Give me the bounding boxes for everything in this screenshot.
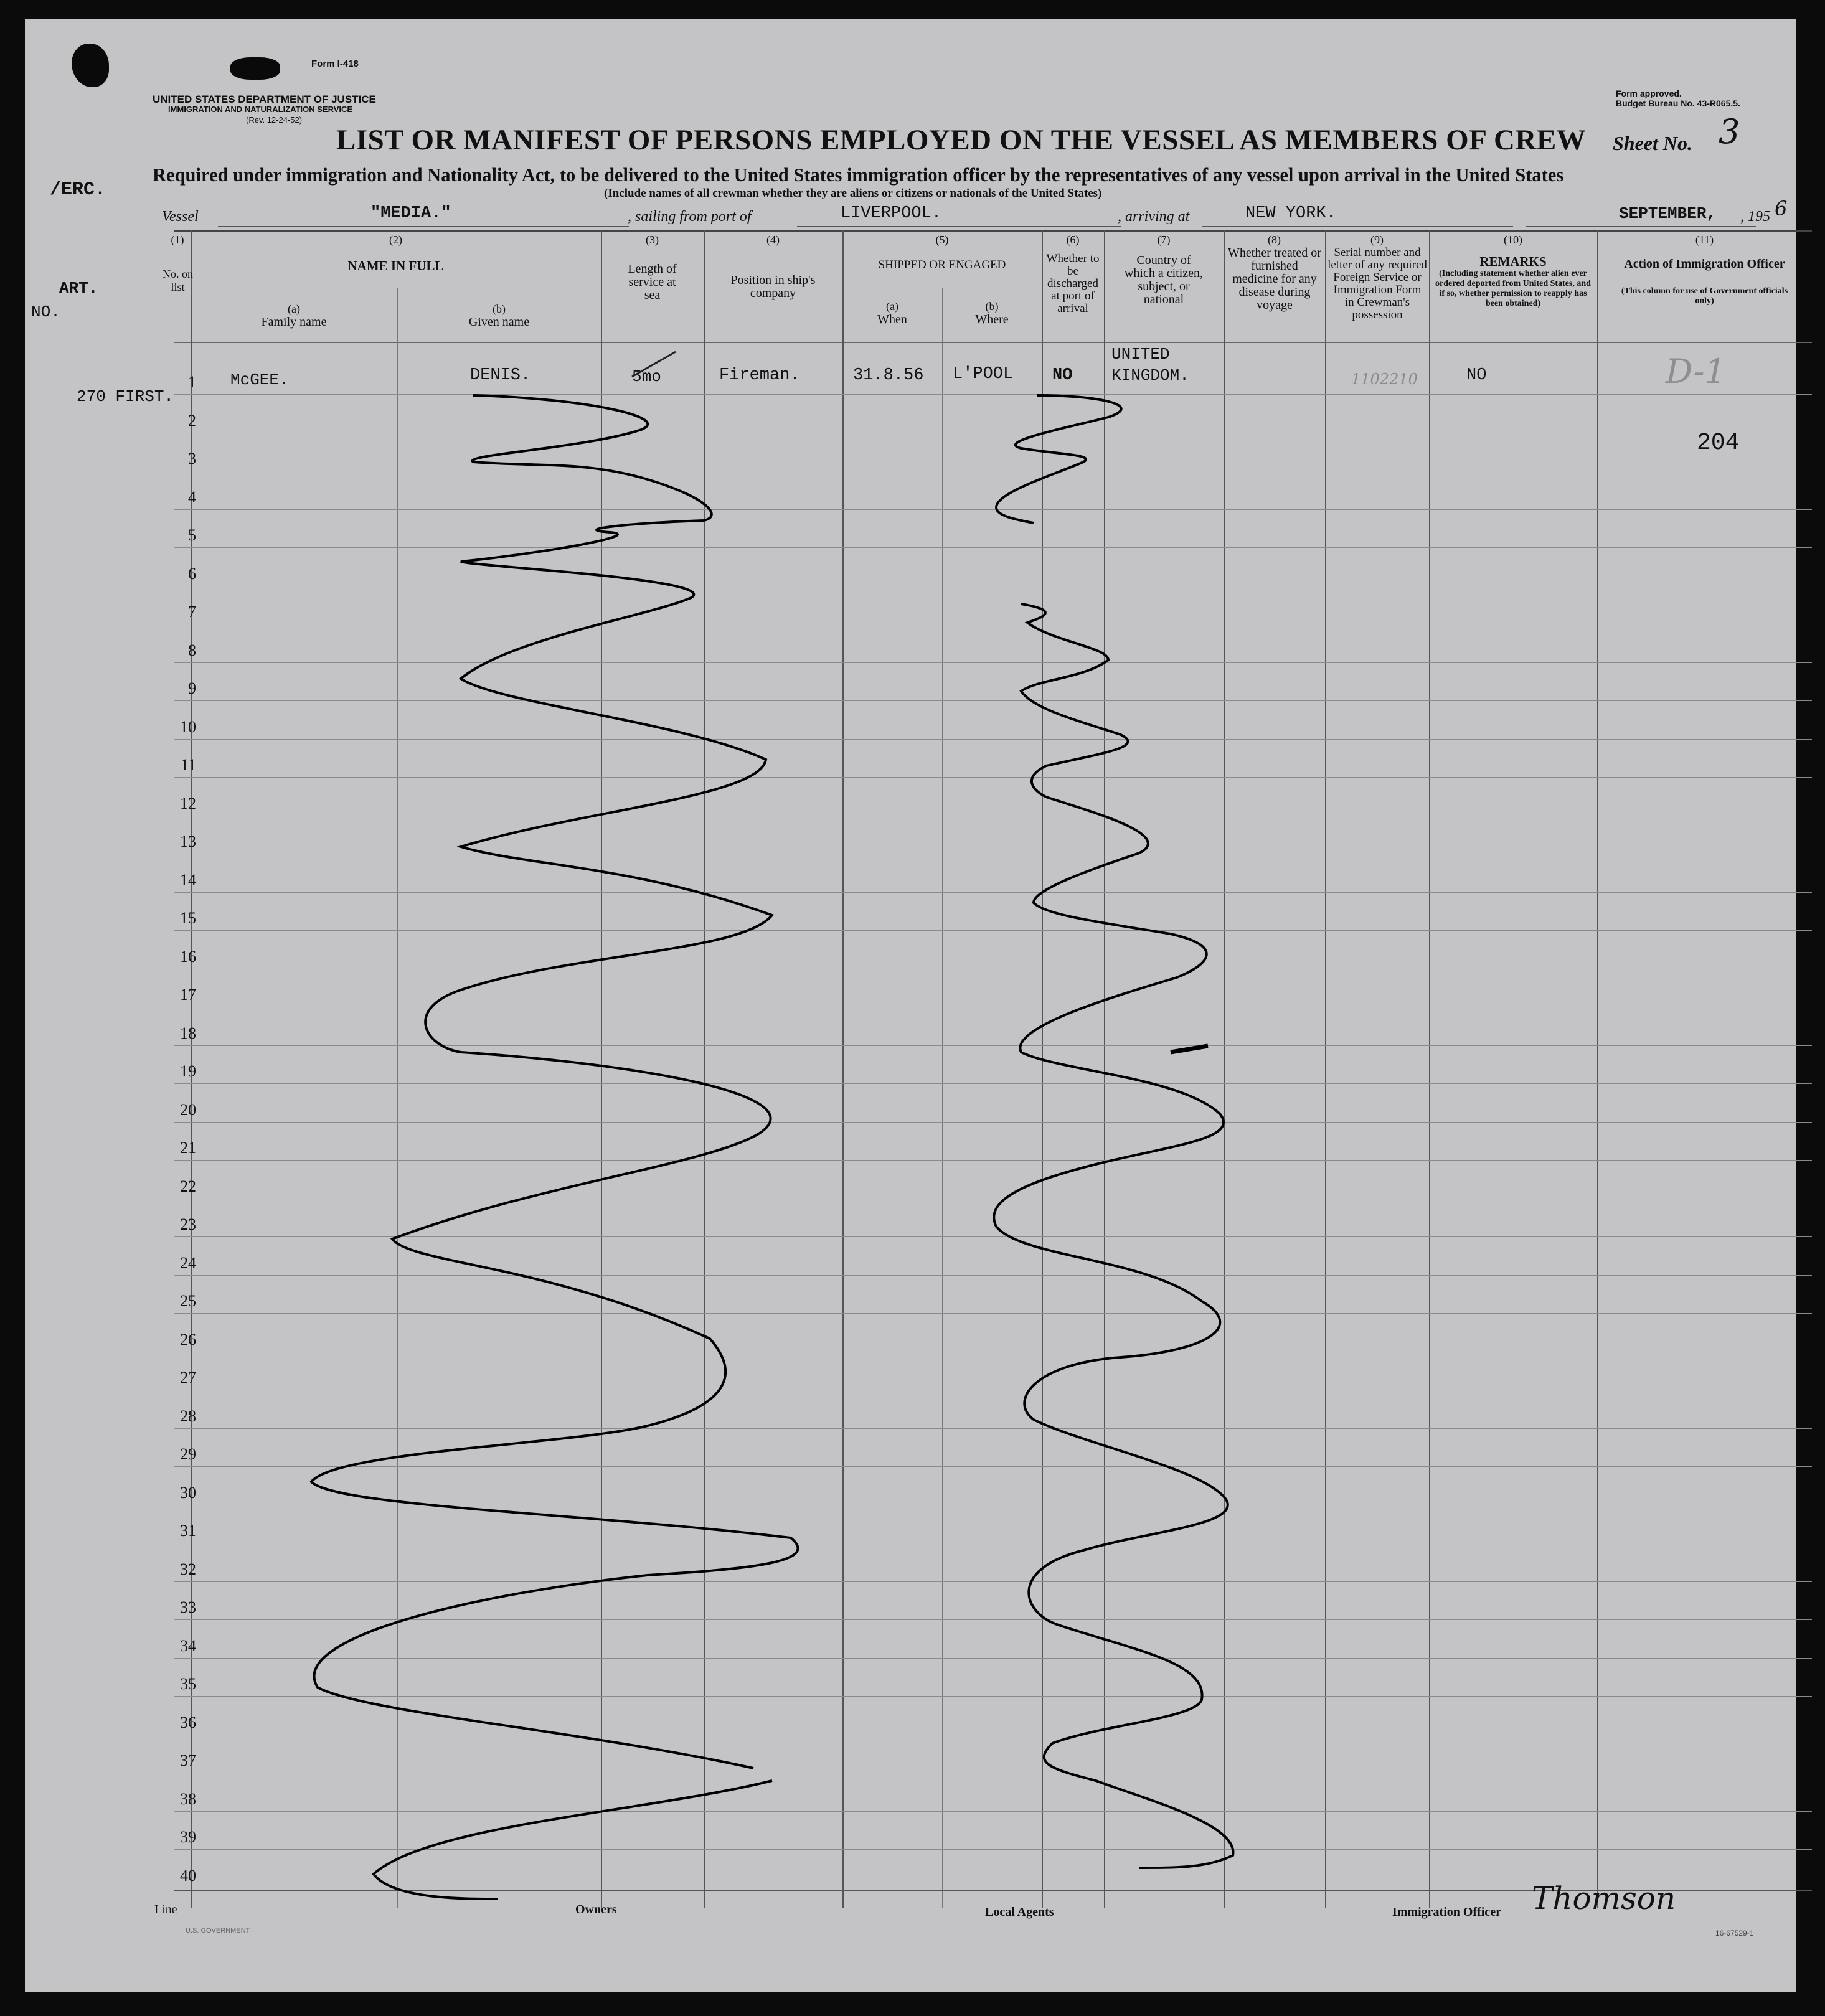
row-number: 6 (188, 564, 196, 583)
col10-number: (10) (1504, 233, 1522, 246)
revision-date: (Rev. 12-24-52) (246, 115, 303, 125)
col2-label: NAME IN FULL (347, 258, 444, 273)
row-number: 40 (180, 1866, 196, 1885)
col11-note: (This column for use of Government officials only) (1621, 286, 1788, 306)
entry-discharged: NO (1052, 366, 1073, 385)
entry-family-name: McGEE. (230, 370, 289, 389)
row-number: 30 (180, 1483, 196, 1502)
col4-label: Position in ship's company (730, 273, 816, 300)
arriving-label: , arriving at (1118, 209, 1190, 225)
col11-number: (11) (1695, 233, 1714, 246)
col11-label: Action of Immigration Officer (1624, 257, 1785, 271)
row-number: 14 (180, 870, 196, 889)
footer-print-right: 16-67529-1 (1715, 1929, 1754, 1938)
arrival-port: NEW YORK. (1245, 204, 1336, 223)
entry-shipped-where: L'POOL (953, 365, 1014, 384)
row-number: 25 (180, 1292, 196, 1310)
col6-number: (6) (1066, 233, 1080, 246)
row-number: 24 (180, 1253, 196, 1272)
row-number: 4 (188, 488, 196, 506)
row-number: 18 (180, 1024, 196, 1042)
row-number: 15 (180, 909, 196, 927)
row-number: 5 (188, 526, 196, 544)
form-title: LIST OR MANIFEST OF PERSONS EMPLOYED ON THE VESSEL AS MEMBERS OF CREW (336, 124, 1587, 156)
form-subtitle: Required under immigration and Nationality Act, to be delivered to the United States immigration officer by the representatives of any vessel upon arrival in the United States (153, 164, 1564, 186)
entry-country-line1: UNITED (1111, 345, 1170, 364)
entry-given-name: DENIS. (470, 366, 531, 385)
manifest-sheet (25, 19, 1796, 1992)
col8-number: (8) (1268, 233, 1281, 246)
col2a-number: (a) (288, 303, 300, 315)
department-name: UNITED STATES DEPARTMENT OF JUSTICE (153, 93, 376, 105)
col3-number: (3) (646, 233, 659, 246)
row-number: 38 (180, 1789, 196, 1808)
budget-bureau: Budget Bureau No. 43-R065.5. (1616, 98, 1740, 108)
entry-count: 204 (1697, 430, 1740, 456)
row-number: 34 (180, 1636, 196, 1655)
footer-owners-label: Owners (575, 1903, 617, 1916)
row-number: 27 (180, 1368, 196, 1387)
footer-print-left: U.S. GOVERNMENT (186, 1927, 250, 1934)
row-number: 19 (180, 1062, 196, 1080)
row-number: 29 (180, 1445, 196, 1463)
form-note: (Include names of all crewman whether they are aliens or citizens or nationals of the United States) (604, 187, 1102, 200)
footer-officer-label: Immigration Officer (1392, 1905, 1501, 1919)
col1-number: (1) (171, 233, 184, 246)
sailing-label: , sailing from port of (628, 209, 752, 225)
col5a-number: (a) (886, 300, 898, 313)
col2b-label: Given name (468, 315, 530, 329)
row-number: 7 (188, 603, 196, 621)
margin-note-erc: /ERC. (50, 179, 106, 200)
entry-position: Fireman. (719, 366, 800, 385)
row-number: 35 (180, 1675, 196, 1693)
col8-label: Whether treated or furnished medicine for any disease during voyage (1228, 246, 1321, 312)
row-number: 2 (188, 411, 196, 430)
row-number: 33 (180, 1598, 196, 1616)
row-number: 26 (180, 1330, 196, 1349)
entry-service-length: 5mo (632, 367, 661, 386)
row-number: 13 (180, 832, 196, 850)
year-suffix: 6 (1775, 197, 1788, 220)
row-number: 11 (180, 756, 196, 774)
row-number: 37 (180, 1751, 196, 1769)
row-number: 32 (180, 1560, 196, 1578)
row-number: 20 (180, 1100, 196, 1119)
row-number: 39 (180, 1828, 196, 1846)
row-number: 23 (180, 1215, 196, 1233)
service-name: IMMIGRATION AND NATURALIZATION SERVICE (168, 105, 353, 114)
col5-number: (5) (935, 233, 949, 246)
year-prefix: , 195 (1740, 209, 1770, 225)
vessel-name: "MEDIA." (370, 204, 451, 223)
form-number: Form I-418 (311, 59, 359, 69)
departure-port: LIVERPOOL. (841, 204, 942, 223)
col2-number: (2) (389, 233, 402, 246)
row-number: 8 (188, 641, 196, 659)
col1-label: No. on list (163, 268, 193, 293)
col9-number: (9) (1370, 233, 1384, 246)
row-number: 21 (180, 1139, 196, 1157)
sheet-label: Sheet No. (1613, 132, 1692, 154)
vessel-label: Vessel (162, 209, 199, 225)
margin-note-art: ART. (59, 279, 98, 298)
col7-label: Country of which a citizen, subject, or national (1124, 253, 1204, 306)
col5a-label: When (877, 313, 907, 326)
footer-line-label: Line (154, 1903, 177, 1916)
col4-number: (4) (766, 233, 780, 246)
row-number: 10 (180, 717, 196, 736)
col3-label: Length of service at sea (628, 262, 677, 302)
row-number: 9 (188, 679, 196, 697)
entry-country-line2: KINGDOM. (1111, 366, 1189, 385)
col2a-label: Family name (261, 315, 327, 329)
row-number: 36 (180, 1713, 196, 1731)
footer-agents-label: Local Agents (985, 1905, 1054, 1919)
row-number: 3 (188, 450, 196, 468)
row-number: 12 (180, 794, 196, 813)
col10-note: (Including statement whether alien ever ordered deported from United States, and if so, whether permission to reapply has been obtained) (1435, 269, 1591, 308)
row-number: 16 (180, 947, 196, 966)
row-number: 17 (180, 986, 196, 1004)
entry-remarks: NO (1466, 366, 1487, 385)
sheet-number: 3 (1719, 112, 1740, 151)
row-number: 31 (180, 1522, 196, 1540)
form-approved: Form approved. (1616, 88, 1682, 98)
row-number: 28 (180, 1406, 196, 1425)
col5b-number: (b) (985, 300, 999, 313)
col5b-label: Where (975, 313, 1009, 326)
margin-note-first: 270 FIRST. (77, 387, 174, 406)
margin-note-no: NO. (31, 303, 60, 321)
entry-serial: 1102210 (1351, 370, 1418, 388)
entry-shipped-when: 31.8.56 (853, 366, 924, 385)
col2b-number: (b) (493, 303, 506, 315)
officer-signature: Thomson (1532, 1880, 1676, 1916)
row-number: 1 (188, 373, 196, 391)
row-number: 22 (180, 1177, 196, 1195)
col9-label: Serial number and letter of any required Foreign Service or Immigration Form in Crewman's possession (1327, 246, 1427, 321)
entry-action: D-1 (1666, 352, 1726, 391)
col7-number: (7) (1157, 233, 1171, 246)
arrival-month: SEPTEMBER, (1619, 204, 1717, 223)
col5-label: SHIPPED OR ENGAGED (878, 258, 1006, 271)
col10-label: REMARKS (1479, 254, 1547, 269)
col6-label: Whether to be discharged at port of arrival (1046, 252, 1100, 315)
cancellation-squiggle-right (25, 19, 1796, 1992)
